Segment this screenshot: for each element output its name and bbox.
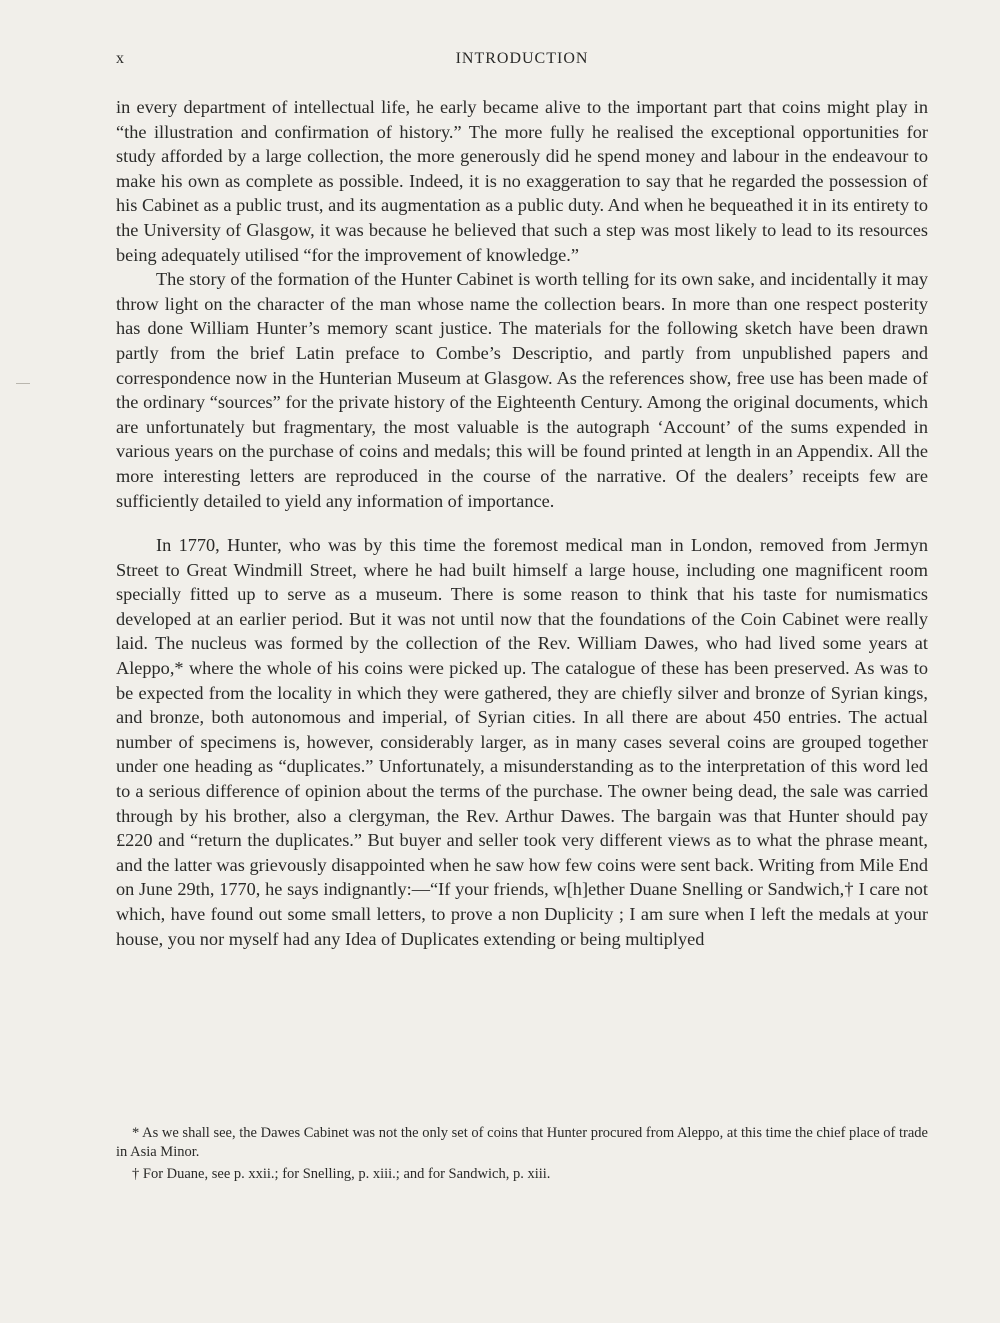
running-title: INTRODUCTION: [455, 50, 589, 67]
paragraph-continuation: in every department of intellectual life, he early became alive to the important part that coins might play in “the illustration and confirmation of history.” The more fully he realised the exceptional opportunities for study afforded by a large collection, the more generously did he spend money and labour in the endeavour to make his own as complete as possible. Indeed, it is no exaggeration to say that he regarded the possession of his Cabinet as a public trust, and its augmentation as a public duty. And when he bequeathed it in its entirety to the University of Glasgow, it was because he believed that such a step was most likely to lead to its resources being adequately utilised “for the improvement of knowledge.”: [116, 97, 928, 265]
running-head: [116, 50, 928, 76]
page-number: x: [116, 50, 125, 67]
margin-pencil-mark: [16, 383, 30, 384]
footnote-dawes-cabinet: * As we shall see, the Dawes Cabinet was not the only set of coins that Hunter procured from Aleppo, at this time the chief place of trade in Asia Minor.: [116, 1125, 928, 1160]
footnotes: [116, 1124, 928, 1184]
paragraph-1770-dawes-collection: In 1770, Hunter, who was by this time the foremost medical man in London, removed from Jermyn Street to Great Windmill Street, where he had built himself a large house, including one magnificent room specially fitted up to serve as a museum. There is some reason to think that his taste for numismatics developed at an earlier period. But it was not until now that the foundations of the Coin Cabinet were really laid. The nucleus was formed by the collection of the Rev. William Dawes, who had lived some years at Aleppo,* where the whole of his coins were picked up. The catalogue of these has been preserved. As was to be expected from the locality in which they were gathered, they are chiefly silver and bronze of Syrian kings, and bronze, both autonomous and imperial, of Syrian cities. In all there are about 450 entries. The actual number of specimens is, however, considerably larger, as in many cases several coins are grouped together under one heading as “duplicates.” Unfortunately, a misunderstanding as to the interpretation of this word led to a serious difference of opinion about the terms of the purchase. The owner being dead, the sale was carried through by his brother, also a clergyman, the Rev. Arthur Dawes. The bargain was that Hunter should pay £220 and “return the duplicates.” But buyer and seller took very different views as to what the phrase meant, and the latter was grievously disappointed when he saw how few coins were sent back. Writing from Mile End on June 29th, 1770, he says indignantly:—“If your friends, w[h]ether Duane Snelling or Sandwich,† I care not which, have found out some small letters, to prove a non Duplicity ; I am sure when I left the medals at your house, you nor myself had any Idea of Duplicates extending or being multiplyed: [116, 535, 928, 949]
footnote-duane-snelling-sandwich: † For Duane, see p. xxii.; for Snelling, p. xiii.; and for Sandwich, p. xiii.: [132, 1166, 551, 1182]
paragraph-hunter-cabinet-story: The story of the formation of the Hunter Cabinet is worth telling for its own sake, and incidentally it may throw light on the character of the man whose name the collection bears. In more than one respect posterity has done William Hunter’s memory scant justice. The materials for the following sketch have been drawn partly from the brief Latin preface to Combe’s Descriptio, and partly from unpublished papers and correspondence now in the Hunterian Museum at Glasgow. As the references show, free use has been made of the ordinary “sources” for the private history of the Eighteenth Century. Among the original documents, which are unfortunately but fragmentary, the most valuable is the autograph ‘Account’ of the sums expended in various years on the purchase of coins and medals; this will be found printed at length in an Appendix. All the more interesting letters are reproduced in the course of the narrative. Of the dealers’ receipts few are sufficiently detailed to yield any information of importance.: [116, 269, 928, 511]
body-text: [116, 95, 928, 951]
